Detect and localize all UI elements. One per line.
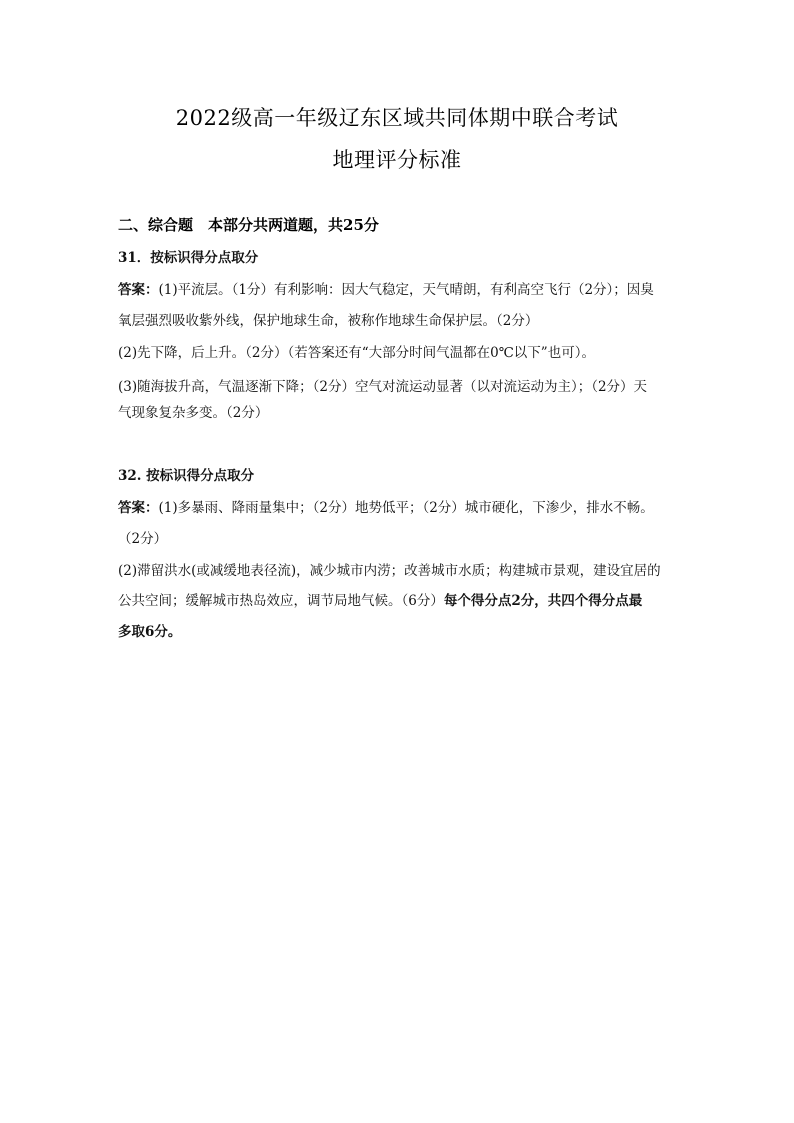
q32-line-2: （2分） [118, 531, 168, 547]
section-heading: 二、综合题 本部分共两道题，共25分 [118, 216, 379, 234]
q31-line-5: 气现象复杂多变。（2分） [118, 405, 269, 421]
q32-answer-line-1 [118, 497, 678, 519]
document-subtitle: 地理评分标准 [332, 148, 462, 172]
q32-line-1: (1)多暴雨、降雨量集中；（2分）地势低平；（2分）城市硬化，下渗少，排水不畅。 [158, 500, 654, 516]
document-title: 2022级高一年级辽东区域共同体期中联合考试 [175, 106, 619, 130]
q31-line-1: (1)平流层。（1分）有利影响：因大气稳定，天气晴朗，有利高空飞行（2分）；因臭 [158, 282, 654, 298]
q31-answer-line-1 [118, 279, 678, 301]
q32-line-3: (2)滞留洪水(或减缓地表径流)，减少城市内涝；改善城市水质；构建城市景观，建设宜居的 [118, 563, 661, 579]
q32-line-4 [118, 590, 678, 612]
q32-line-4-text: 公共空间；缓解城市热岛效应，调节局地气候。（6分） [118, 593, 444, 609]
q32-heading: 32. 按标识得分点取分 [118, 468, 255, 484]
q31-line-4: (3)随海拔升高，气温逐渐下降；（2分）空气对流运动显著（以对流运动为主）；（2分）天 [118, 379, 648, 395]
q32-answer-label: 答案： [118, 500, 159, 516]
q32-line-5: 多取6分。 [118, 624, 182, 640]
q32-scoring-note: 每个得分点2分，共四个得分点最 [443, 593, 643, 609]
q31-line-3: (2)先下降，后上升。（2分）（若答案还有“大部分时间气温都在0℃以下”也可）。 [118, 345, 595, 361]
q31-answer-label: 答案： [118, 282, 159, 298]
q31-line-2: 氧层强烈吸收紫外线，保护地球生命，被称作地球生命保护层。（2分） [118, 313, 539, 329]
q31-heading: 31．按标识得分点取分 [118, 250, 259, 266]
